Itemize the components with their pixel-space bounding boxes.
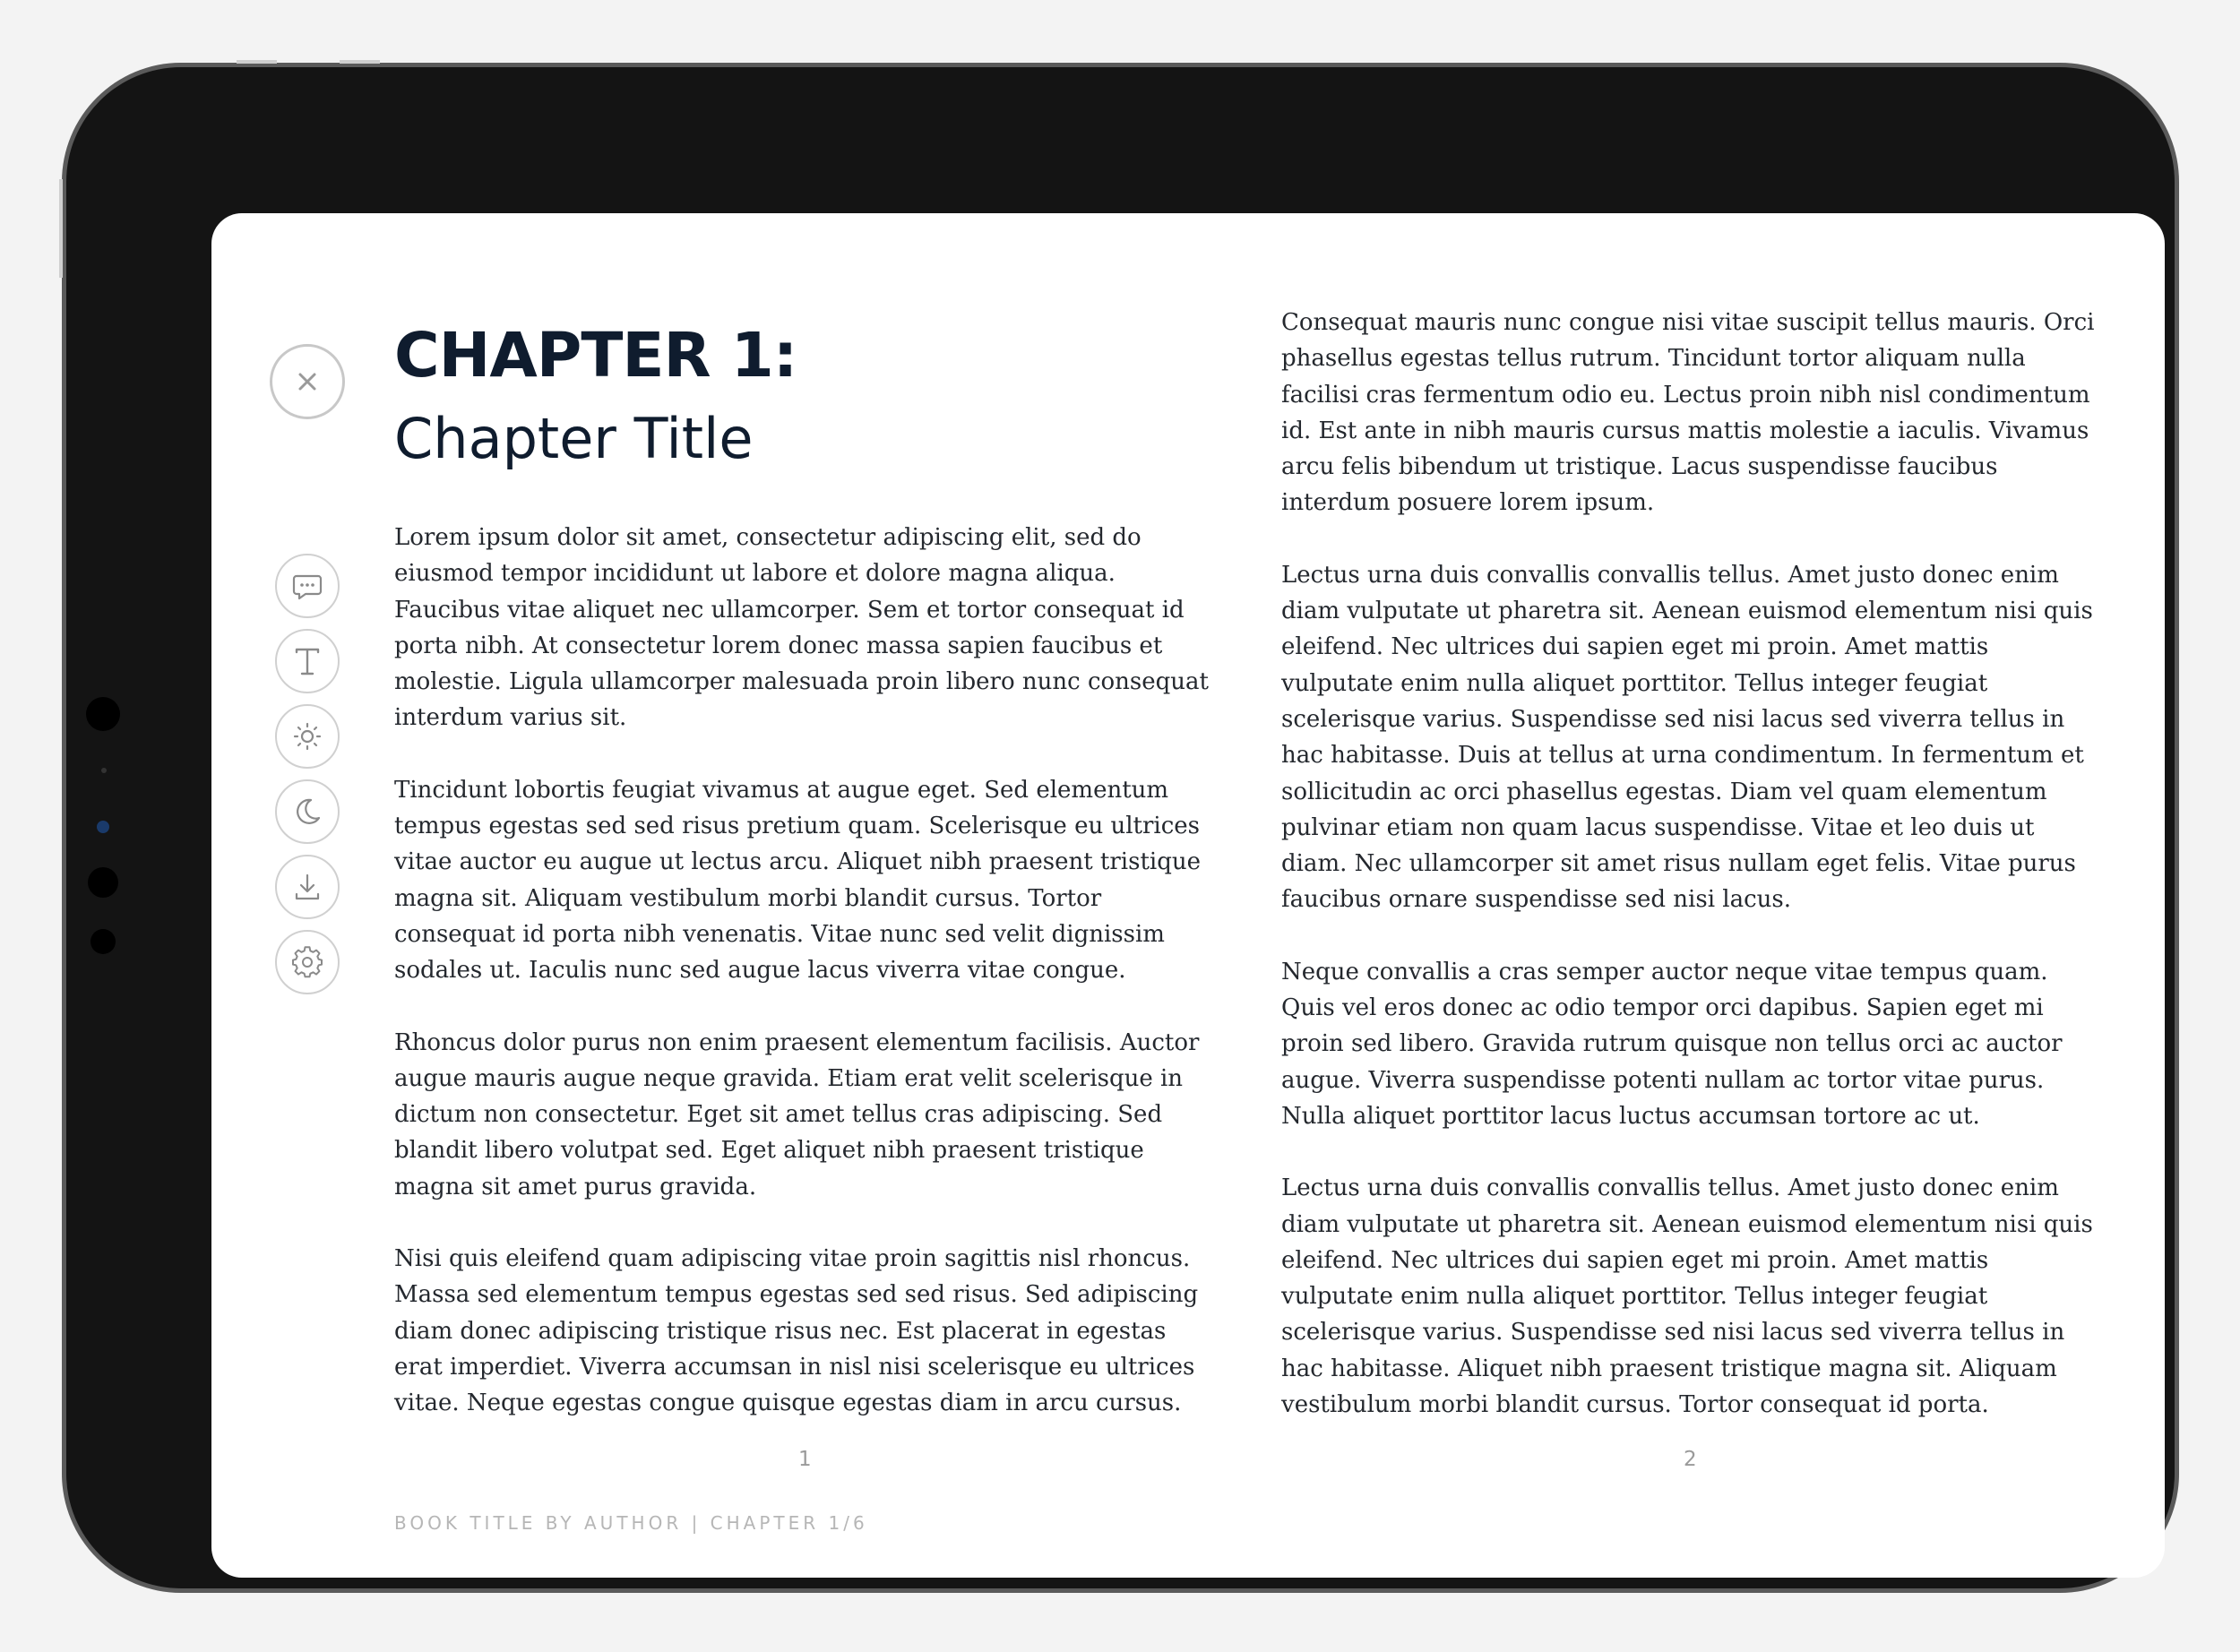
settings-icon bbox=[289, 944, 325, 980]
night-mode-button[interactable] bbox=[275, 779, 340, 844]
sensor-dot bbox=[86, 697, 120, 731]
paragraph: Lectus urna duis convallis convallis tellus. Amet justo donec enim diam vulputate ut pharetra sit. Aenean euismod elementum nisi quis eleifend. Nec ultrices dui sapien eget mi proin. Amet mattis vulputate enim nulla aliquet porttitor. Tellus integer feugiat scelerisque varius. Suspendisse sed nisi lacus sed viverra tellus in hac habitasse. Aliquet nibh praesent tristique magna sit. Aliquam vestibulum morbi blandit cursus. Tortor consequat id porta. bbox=[1281, 1174, 2093, 1419]
text-size-button[interactable] bbox=[275, 629, 340, 693]
tablet-frame bbox=[66, 67, 2175, 1588]
left-page bbox=[394, 315, 1219, 1458]
paragraph: Consequat mauris nunc congue nisi vitae suscipit tellus mauris. Orci phasellus egestas tellus rutrum. Tincidunt tortor aliquam nulla facilisi cras fermentum odio eu. Lectus proin nibh nisl condimentum id. Est ante in nibh mauris cursus mattis molestie a iaculis. Vivamus arcu felis bibendum ut tristique. Lacus suspendisse faucibus interdum posuere lorem ipsum. bbox=[1281, 309, 2095, 517]
page-number-right: 2 bbox=[1684, 1448, 1697, 1471]
reader-toolbar bbox=[275, 554, 340, 994]
left-page-text bbox=[394, 520, 1219, 1422]
close-button[interactable] bbox=[270, 344, 345, 419]
right-page-text bbox=[1281, 305, 2106, 1423]
night-mode-icon bbox=[289, 794, 325, 830]
sensor-dot bbox=[88, 867, 118, 898]
book-footer: BOOK TITLE BY AUTHOR | CHAPTER 1/6 bbox=[394, 1512, 868, 1534]
close-icon bbox=[294, 368, 321, 395]
comment-icon bbox=[289, 568, 325, 604]
paragraph: Rhoncus dolor purus non enim praesent elementum facilisis. Auctor augue mauris augue neque gravida. Etiam erat velit scelerisque in dictum non consectetur. Eget sit amet tellus cras adipiscing. Sed blandit libero volutpat sed. Eget aliquet nibh praesent tristique magna sit amet purus gravida. bbox=[394, 1028, 1200, 1200]
comments-button[interactable] bbox=[275, 554, 340, 618]
paragraph: Nisi quis eleifend quam adipiscing vitae proin sagittis nisl rhoncus. Massa sed elementum tempus egestas sed sed risus. Sed adipiscing diam donec adipiscing tristique risus nec. Est placerat in egestas erat imperdiet. Viverra accumsan in nisl nisi scelerisque eu ultrices vitae. Neque egestas congue quisque egestas diam in arcu cursus. bbox=[394, 1245, 1199, 1417]
right-page bbox=[1281, 305, 2106, 1458]
camera-lens bbox=[97, 821, 109, 833]
brightness-button[interactable] bbox=[275, 704, 340, 769]
paragraph: Lorem ipsum dolor sit amet, consectetur adipiscing elit, sed do eiusmod tempor incididunt ut labore et dolore magna aliqua. Faucibus vitae aliquet nec ullamcorper. Sem et tortor consequat id porta nibh. At consectetur lorem donec massa sapien faucibus et molestie. Ligula ullamcorper malesuada proin libero nunc consequat interdum varius sit. bbox=[394, 524, 1209, 732]
sensor-dot bbox=[90, 929, 116, 954]
settings-button[interactable] bbox=[275, 930, 340, 994]
sensor-dot bbox=[101, 768, 107, 773]
chapter-label: CHAPTER 1: bbox=[394, 320, 797, 391]
top-button bbox=[340, 60, 380, 64]
paragraph: Neque convallis a cras semper auctor neque vitae tempus quam. Quis vel eros donec ac odio tempor orci dapibus. Sapien eget mi proin sed libero. Gravida rutrum quisque non tellus orci ac auctor augue. Viverra suspendisse potenti nullam ac tortor vitae purus. Nulla aliquet porttitor lacus luctus accumsan tortore ac ut. bbox=[1281, 958, 2063, 1130]
chapter-title: Chapter Title bbox=[394, 406, 754, 471]
paragraph: Tincidunt lobortis feugiat vivamus at augue eget. Sed elementum tempus egestas sed sed risus pretium quam. Scelerisque eu ultrices vitae auctor eu augue ut lectus arcu. Aliquet nibh praesent tristique magna sit. Aliquam vestibulum morbi blandit cursus. Tortor consequat id porta nibh venenatis. Vitae nunc sed velit dignissim sodales ut. Iaculis nunc sed augue lacus viverra vitae congue. bbox=[394, 776, 1202, 985]
brightness-icon bbox=[289, 718, 325, 754]
side-button bbox=[59, 179, 63, 278]
page-number-left: 1 bbox=[798, 1448, 812, 1471]
download-icon bbox=[289, 869, 325, 905]
download-button[interactable] bbox=[275, 855, 340, 919]
top-button bbox=[237, 60, 277, 64]
text-size-icon bbox=[289, 643, 325, 679]
reader-screen bbox=[211, 213, 2165, 1578]
paragraph: Lectus urna duis convallis convallis tellus. Amet justo donec enim diam vulputate ut pharetra sit. Aenean euismod elementum nisi quis eleifend. Nec ultrices dui sapien eget mi proin. Amet mattis vulputate enim nulla aliquet porttitor. Tellus integer feugiat scelerisque varius. Suspendisse sed nisi lacus sed viverra tellus in hac habitasse. Duis at tellus at urna condimentum. In fermentum et sollicitudin ac orci phasellus egestas. Diam vel quam elementum pulvinar etiam non quam lacus suspendisse. Vitae et leo duis ut diam. Nec ullamcorper sit amet risus nullam eget felis. Vitae purus faucibus ornare suspendisse sed nisi lacus. bbox=[1281, 561, 2093, 914]
